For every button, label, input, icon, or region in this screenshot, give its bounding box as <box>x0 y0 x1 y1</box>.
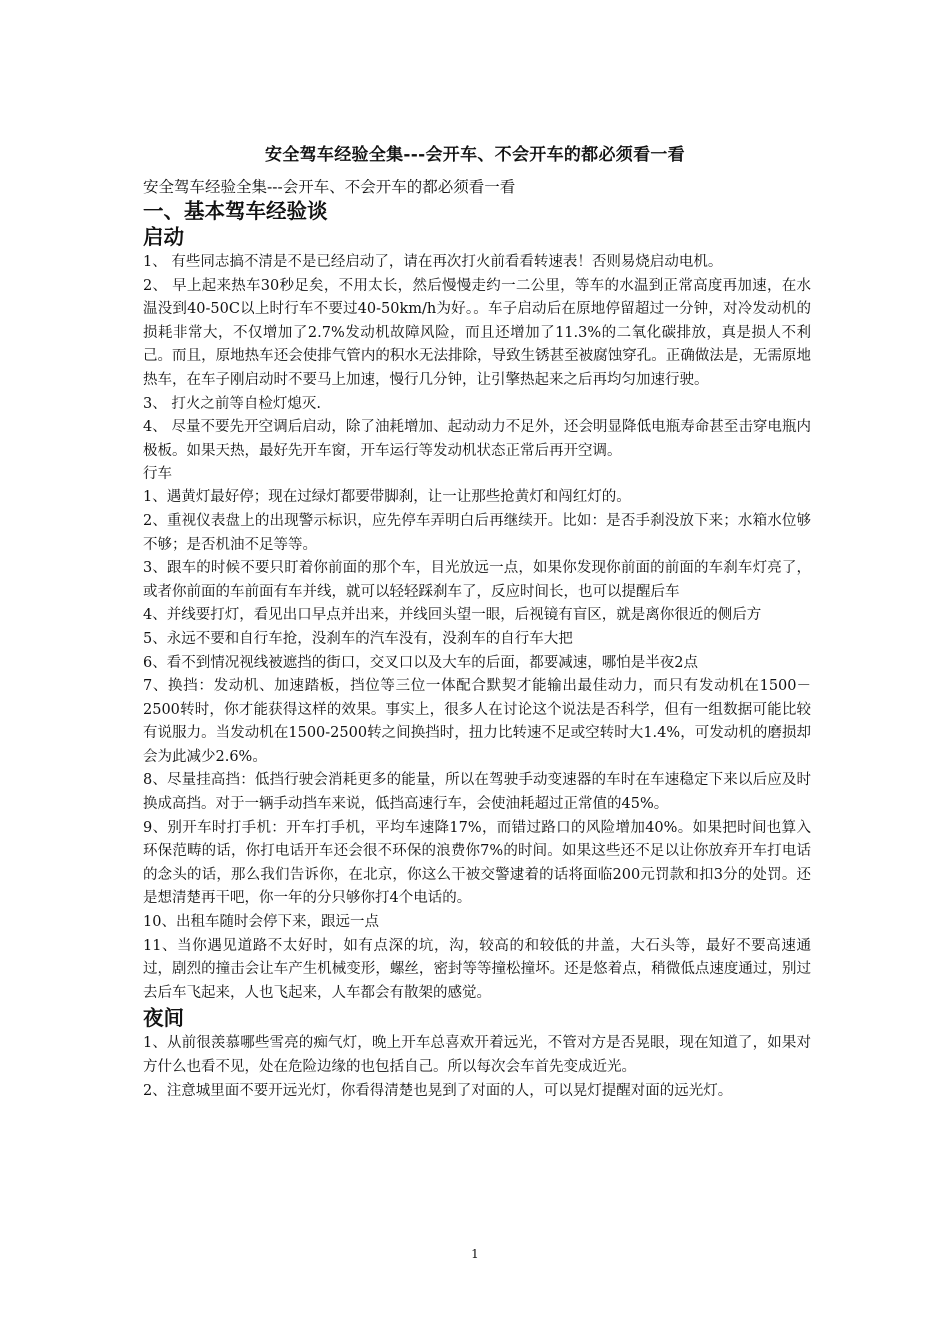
document-title: 安全驾车经验全集---会开车、不会开车的都必须看一看 <box>265 145 685 165</box>
driving-item: 5、永远不要和自行车抢，没刹车的汽车没有，没刹车的自行车大把 <box>143 630 573 647</box>
driving-heading: 行车 <box>143 466 172 483</box>
page-number: 1 <box>471 1247 479 1261</box>
driving-item: 8、尽量挂高挡：低挡行驶会消耗更多的能量，所以在驾驶手动变速器的车时在车速稳定下来以后应及时换成高挡。对于一辆手动挡车来说，低挡高速行车，会使油耗超过正常值的45%。 <box>143 772 811 813</box>
driving-item: 2、重视仪表盘上的出现警示标识，应先停车弄明白后再继续开。比如：是否手刹没放下来；水箱水位够不够；是否机油不足等等。 <box>143 512 811 553</box>
document-subtitle: 安全驾车经验全集---会开车、不会开车的都必须看一看 <box>143 178 516 196</box>
driving-item: 11、当你遇见道路不太好时，如有点深的坑，沟，较高的和较低的井盖，大石头等，最好不要高速通过，剧烈的撞击会让车产生机械变形，螺丝，密封等等撞松撞坏。还是悠着点，稍微低点速度通过，别过去后车飞起来，人也飞起来，人车都会有散架的感觉。 <box>143 937 811 1001</box>
driving-item: 9、别开车时打手机：开车打手机，平均车速降17%，而错过路口的风险增加40%。如果把时间也算入环保范畴的话，你打电话开车还会很不环保的浪费你7%的时间。如果这些还不足以让你放弃开车打电话的念头的话，那么我们告诉你，在北京，你这么干被交警逮着的话将面临200元罚款和扣3分的处罚。还是想清楚再干吧，你一年的分只够你打4个电话的。 <box>143 819 811 907</box>
startup-item: 1、 有些同志搞不清是不是已经启动了，请在再次打火前看看转速表！否则易烧启动电机。 <box>143 254 723 270</box>
driving-item: 7、换挡：发动机、加速踏板，挡位等三位一体配合默契才能输出最佳动力，而只有发动机在1500－2500转时，你才能获得这样的效果。事实上，很多人在讨论这个说法是否科学，但有一组数据可能比较有说服力。当发动机在1500-2500转之间换挡时，扭力比转速不足或空转时大1.4%，可发动机的磨损却会为此减少2.6%。 <box>143 678 811 765</box>
night-heading: 夜间 <box>143 1006 184 1031</box>
section-heading: 一、基本驾车经验谈 <box>143 199 328 223</box>
driving-item: 1、遇黄灯最好停；现在过绿灯都要带脚刹，让一让那些抢黄灯和闯红灯的。 <box>143 489 631 506</box>
driving-item: 4、并线要打灯，看见出口早点并出来，并线回头望一眼，后视镜有盲区，就是离你很近的侧后方 <box>143 607 762 624</box>
night-item: 2、注意城里面不要开远光灯，你看得清楚也晃到了对面的人，可以晃灯提醒对面的远光灯。 <box>143 1082 733 1099</box>
driving-item: 10、出租车随时会停下来，跟远一点 <box>143 914 379 931</box>
startup-heading: 启动 <box>143 225 184 249</box>
document-body <box>143 177 811 1103</box>
driving-item: 3、跟车的时候不要只盯着你前面的那个车，目光放远一点，如果你发现你前面的前面的车刹车灯亮了，或者你前面的车前面有车并线，就可以轻轻踩刹车了，反应时间长，也可以提醒后车 <box>143 560 811 600</box>
driving-item: 6、看不到情况视线被遮挡的街口，交叉口以及大车的后面，都要减速，哪怕是半夜2点 <box>143 654 698 671</box>
startup-item: 4、 尽量不要先开空调后启动，除了油耗增加、起动动力不足外，还会明显降低电瓶寿命甚至击穿电瓶内极板。如果天热，最好先开车窗，开车运行等发动机状态正常后再开空调。 <box>143 419 811 459</box>
startup-item: 3、 打火之前等自检灯熄灭. <box>143 395 321 412</box>
night-item: 1、从前很羡慕哪些雪亮的痴气灯，晚上开车总喜欢开着远光，不管对方是否晃眼，现在知道了，如果对方什么也看不见，处在危险边缘的也包括自己。所以每次会车首先变成近光。 <box>143 1035 811 1075</box>
startup-item: 2、 早上起来热车30秒足矣，不用太长，然后慢慢走约一二公里，等车的水温到正常高度再加速，在水温没到40-50C以上时行车不要过40-50km/h为好。。车子启动后在原地停留超过一分钟，对冷发动机的损耗非常大，不仅增加了2.7%发动机故障风险，而且还增加了11.3%的二氧化碳排放，真是损人不利己。而且，原地热车还会使排气管内的积水无法排除，导致生锈甚至被腐蚀穿孔。正确做法是，无需原地热车，在车子刚启动时不要马上加速，慢行几分钟，让引擎热起来之后再均匀加速行驶。 <box>143 277 811 388</box>
